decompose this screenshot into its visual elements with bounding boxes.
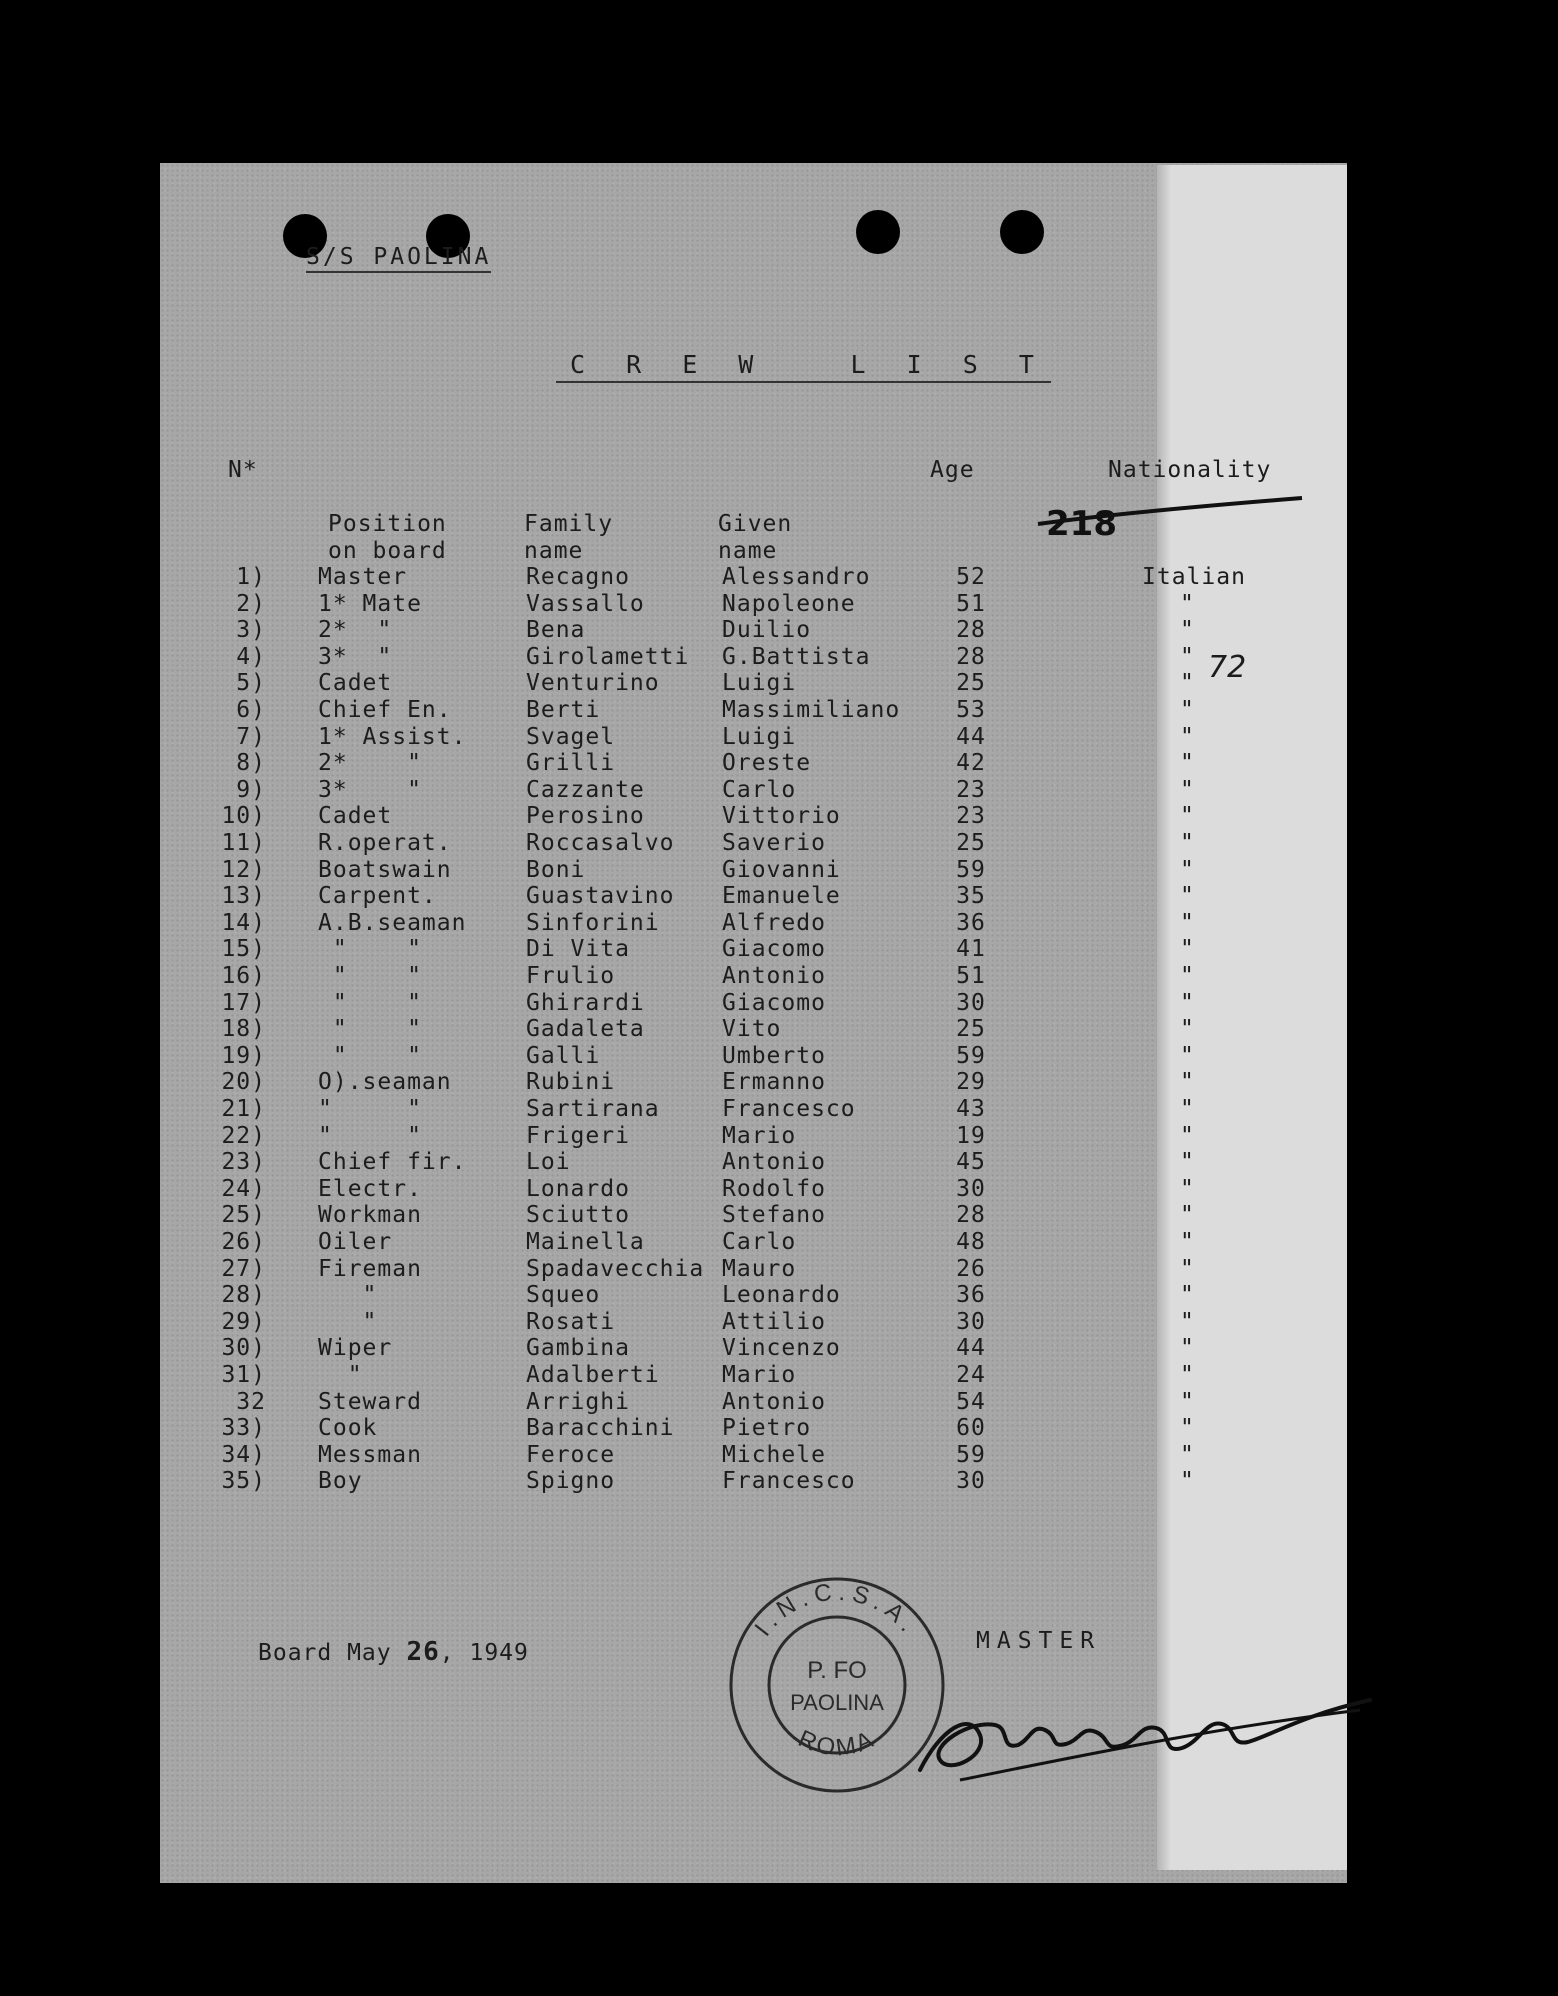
board-date: Board May 26, 1949	[258, 1637, 529, 1667]
crew-given-name: Michele	[722, 1441, 826, 1468]
crew-family-name: Grilli	[526, 750, 616, 777]
crew-given-name: Antonio	[722, 963, 826, 989]
crew-number: 25)	[221, 1202, 266, 1229]
crew-nationality-ditto: "	[1180, 1229, 1195, 1255]
crew-position: Electr.	[318, 1175, 422, 1202]
table-row	[0, 1415, 1558, 1441]
crew-nationality-ditto: "	[1180, 1175, 1195, 1202]
crew-nationality-ditto: "	[1180, 989, 1195, 1016]
crew-age: 59	[956, 856, 986, 883]
crew-age: 45	[956, 1149, 986, 1176]
crew-given-name: Stefano	[722, 1202, 826, 1229]
header-family-name: Family name	[524, 511, 614, 564]
crew-age: 25	[956, 830, 986, 856]
crew-position: "	[318, 1282, 378, 1309]
crew-number: 1)	[236, 564, 266, 590]
crew-family-name: Adalberti	[526, 1362, 660, 1388]
table-row	[0, 724, 1558, 750]
crew-number: 28)	[221, 1282, 266, 1309]
table-row	[0, 883, 1558, 909]
crew-given-name: Duilio	[722, 617, 812, 644]
crew-family-name: Rosati	[526, 1308, 616, 1335]
crew-age: 59	[956, 1441, 986, 1468]
crew-given-name: Oreste	[722, 750, 812, 777]
table-row	[0, 1176, 1558, 1202]
ship-name: S/S PAOLINA	[306, 244, 491, 273]
master-label: MASTER	[976, 1628, 1102, 1654]
table-row	[0, 910, 1558, 936]
crew-given-name: Alessandro	[722, 564, 871, 590]
table-row	[0, 697, 1558, 723]
crew-age: 19	[956, 1122, 986, 1149]
crew-family-name: Bena	[526, 617, 586, 644]
crew-nationality-ditto: "	[1180, 1335, 1195, 1362]
crew-family-name: Svagel	[526, 723, 616, 750]
crew-given-name: Giacomo	[722, 989, 826, 1016]
crew-position: Boy	[318, 1468, 363, 1495]
crew-age: 30	[956, 1468, 986, 1495]
crew-family-name: Baracchini	[526, 1415, 675, 1442]
crew-number: 27)	[221, 1255, 266, 1282]
crew-position: " "	[318, 1042, 422, 1069]
crew-nationality-ditto: "	[1180, 1282, 1195, 1309]
crew-nationality-ditto: "	[1180, 1016, 1195, 1043]
table-row	[0, 830, 1558, 856]
crew-age: 41	[956, 936, 986, 963]
crew-age: 30	[956, 1175, 986, 1202]
crew-given-name: Rodolfo	[722, 1175, 826, 1202]
crew-position: Wiper	[318, 1335, 393, 1362]
crew-nationality-ditto: "	[1180, 1441, 1195, 1468]
crew-nationality-ditto: "	[1180, 750, 1195, 777]
crew-age: 26	[956, 1255, 986, 1282]
crew-position: "	[318, 1308, 378, 1335]
crew-number: 29)	[221, 1308, 266, 1335]
crew-position: Chief En.	[318, 697, 452, 723]
crew-given-name: Francesco	[722, 1096, 856, 1122]
crew-family-name: Berti	[526, 697, 601, 723]
nationality-italian: Italian	[1142, 564, 1246, 590]
table-row	[0, 670, 1558, 696]
crew-family-name: Vassallo	[526, 590, 645, 617]
crew-age: 44	[956, 723, 986, 750]
crew-position: Oiler	[318, 1229, 393, 1255]
crew-given-name: Luigi	[722, 723, 797, 750]
crew-nationality-ditto: "	[1180, 1415, 1195, 1442]
table-row	[0, 591, 1558, 617]
crew-nationality-ditto: "	[1180, 1149, 1195, 1176]
crew-position: Steward	[318, 1388, 422, 1415]
table-row	[0, 1123, 1558, 1149]
crew-given-name: Napoleone	[722, 590, 856, 617]
crew-number: 16)	[221, 963, 266, 989]
crew-age: 36	[956, 909, 986, 936]
table-row	[0, 1096, 1558, 1122]
crew-given-name: Vito	[722, 1016, 782, 1043]
crew-age: 51	[956, 963, 986, 989]
table-row	[0, 1016, 1558, 1042]
crew-family-name: Squeo	[526, 1282, 601, 1309]
punch-hole	[856, 210, 900, 254]
header-age: Age	[930, 457, 975, 483]
table-row	[0, 803, 1558, 829]
crew-age: 25	[956, 670, 986, 697]
crew-age: 54	[956, 1388, 986, 1415]
crew-given-name: Antonio	[722, 1149, 826, 1176]
crew-number: 14)	[221, 909, 266, 936]
crew-position: " "	[318, 1096, 422, 1122]
crew-given-name: Mario	[722, 1122, 797, 1149]
crew-position: " "	[318, 936, 422, 963]
crew-family-name: Cazzante	[526, 776, 645, 803]
crew-number: 7)	[236, 723, 266, 750]
table-row	[0, 617, 1558, 643]
crew-given-name: Antonio	[722, 1388, 826, 1415]
crew-family-name: Mainella	[526, 1229, 645, 1255]
crew-number: 32	[236, 1388, 266, 1415]
crew-nationality-ditto: "	[1180, 936, 1195, 963]
crew-given-name: Saverio	[722, 830, 826, 856]
crew-position: O).seaman	[318, 1069, 452, 1096]
crew-position: " "	[318, 963, 422, 989]
svg-text:I.N.C.S.A.	[750, 1578, 925, 1641]
table-row	[0, 1256, 1558, 1282]
crew-nationality-ditto: "	[1180, 723, 1195, 750]
crew-position: 3* "	[318, 776, 422, 803]
crew-age: 59	[956, 1042, 986, 1069]
stamp-bottom-text: ROMA	[794, 1725, 880, 1762]
crew-age: 24	[956, 1362, 986, 1388]
crew-family-name: Guastavino	[526, 883, 675, 910]
crew-number: 13)	[221, 883, 266, 910]
crew-position: Messman	[318, 1441, 422, 1468]
margin-note: 72	[1208, 650, 1247, 685]
crew-family-name: Gambina	[526, 1335, 630, 1362]
crew-position: "	[318, 1362, 363, 1388]
struck-number: 218	[1046, 504, 1117, 544]
master-signature	[900, 1650, 1380, 1800]
crew-nationality-ditto: "	[1180, 883, 1195, 910]
crew-age: 43	[956, 1096, 986, 1122]
crew-given-name: Mario	[722, 1362, 797, 1388]
crew-position: " "	[318, 1016, 422, 1043]
crew-family-name: Boni	[526, 856, 586, 883]
stamp-inner-line2: PAOLINA	[790, 1690, 884, 1715]
crew-family-name: Perosino	[526, 803, 645, 830]
crew-given-name: Umberto	[722, 1042, 826, 1069]
crew-family-name: Spigno	[526, 1468, 616, 1495]
crew-given-name: Vittorio	[722, 803, 841, 830]
crew-position: " "	[318, 989, 422, 1016]
crew-age: 30	[956, 989, 986, 1016]
crew-family-name: Ghirardi	[526, 989, 645, 1016]
crew-family-name: Sciutto	[526, 1202, 630, 1229]
crew-position: 1* Assist.	[318, 723, 467, 750]
stamp-inner-line1: P. FO	[807, 1657, 867, 1684]
crew-nationality-ditto: "	[1180, 1202, 1195, 1229]
crew-family-name: Loi	[526, 1149, 571, 1176]
crew-number: 21)	[221, 1096, 266, 1122]
crew-family-name: Spadavecchia	[526, 1255, 705, 1282]
table-row	[0, 644, 1558, 670]
crew-number: 10)	[221, 803, 266, 830]
crew-age: 28	[956, 617, 986, 644]
crew-position: Cook	[318, 1415, 378, 1442]
crew-family-name: Frigeri	[526, 1122, 630, 1149]
crew-position: 2* "	[318, 750, 422, 777]
table-row	[0, 1069, 1558, 1095]
crew-nationality-ditto: "	[1180, 1362, 1195, 1388]
table-row	[0, 777, 1558, 803]
crew-age: 53	[956, 697, 986, 723]
crew-nationality-ditto: "	[1180, 776, 1195, 803]
crew-number: 33)	[221, 1415, 266, 1442]
crew-age: 36	[956, 1282, 986, 1309]
crew-number: 20)	[221, 1069, 266, 1096]
header-position: Position on board	[328, 511, 447, 564]
table-row	[0, 963, 1558, 989]
crew-age: 35	[956, 883, 986, 910]
table-row	[0, 1468, 1558, 1494]
strike-through-line	[1036, 494, 1306, 534]
crew-given-name: Massimiliano	[722, 697, 901, 723]
table-row	[0, 1202, 1558, 1228]
crew-nationality-ditto: "	[1180, 643, 1195, 670]
table-row	[0, 1043, 1558, 1069]
crew-number: 22)	[221, 1122, 266, 1149]
crew-age: 42	[956, 750, 986, 777]
crew-nationality-ditto: "	[1180, 1069, 1195, 1096]
crew-age: 30	[956, 1308, 986, 1335]
crew-position: Master	[318, 564, 408, 590]
crew-family-name: Feroce	[526, 1441, 616, 1468]
crew-position: Workman	[318, 1202, 422, 1229]
crew-age: 25	[956, 1016, 986, 1043]
crew-age: 23	[956, 776, 986, 803]
crew-number: 30)	[221, 1335, 266, 1362]
crew-family-name: Girolametti	[526, 643, 690, 670]
crew-number: 34)	[221, 1441, 266, 1468]
stamp-outer-text: I.N.C.S.A.	[749, 1578, 925, 1642]
crew-number: 23)	[221, 1149, 266, 1176]
crew-position: Fireman	[318, 1255, 422, 1282]
crew-number: 18)	[221, 1016, 266, 1043]
table-row	[0, 1389, 1558, 1415]
crew-number: 35)	[221, 1468, 266, 1495]
crew-position: Chief fir.	[318, 1149, 467, 1176]
crew-position: Carpent.	[318, 883, 437, 910]
crew-family-name: Roccasalvo	[526, 830, 675, 856]
crew-number: 3)	[236, 617, 266, 644]
crew-number: 31)	[221, 1362, 266, 1388]
crew-nationality-ditto: "	[1180, 670, 1195, 697]
crew-number: 11)	[221, 830, 266, 856]
crew-age: 23	[956, 803, 986, 830]
crew-nationality-ditto: "	[1180, 1255, 1195, 1282]
crew-number: 15)	[221, 936, 266, 963]
crew-nationality-ditto: "	[1180, 1096, 1195, 1122]
table-row	[0, 1442, 1558, 1468]
crew-nationality-ditto: "	[1180, 856, 1195, 883]
table-row	[0, 1309, 1558, 1335]
crew-family-name: Sinforini	[526, 909, 660, 936]
crew-nationality-ditto: "	[1180, 1468, 1195, 1495]
crew-given-name: Carlo	[722, 776, 797, 803]
crew-given-name: Leonardo	[722, 1282, 841, 1309]
crew-nationality-ditto: "	[1180, 830, 1195, 856]
crew-number: 6)	[236, 697, 266, 723]
crew-family-name: Lonardo	[526, 1175, 630, 1202]
crew-given-name: Carlo	[722, 1229, 797, 1255]
crew-nationality-ditto: "	[1180, 590, 1195, 617]
crew-age: 52	[956, 564, 986, 590]
crew-family-name: Gadaleta	[526, 1016, 645, 1043]
crew-position: 3* "	[318, 643, 393, 670]
crew-given-name: Luigi	[722, 670, 797, 697]
table-row	[0, 564, 1558, 590]
crew-family-name: Sartirana	[526, 1096, 660, 1122]
crew-number: 4)	[236, 643, 266, 670]
crew-family-name: Arrighi	[526, 1388, 630, 1415]
crew-family-name: Recagno	[526, 564, 630, 590]
crew-given-name: G.Battista	[722, 643, 871, 670]
header-number: N*	[228, 457, 258, 483]
table-row	[0, 1335, 1558, 1361]
crew-nationality-ditto: "	[1180, 909, 1195, 936]
crew-family-name: Rubini	[526, 1069, 616, 1096]
crew-family-name: Di Vita	[526, 936, 630, 963]
table-row	[0, 1149, 1558, 1175]
crew-age: 28	[956, 643, 986, 670]
crew-position: A.B.seaman	[318, 909, 467, 936]
table-row	[0, 1362, 1558, 1388]
crew-position: 2* "	[318, 617, 393, 644]
table-row	[0, 857, 1558, 883]
crew-number: 17)	[221, 989, 266, 1016]
crew-age: 44	[956, 1335, 986, 1362]
crew-number: 19)	[221, 1042, 266, 1069]
crew-age: 51	[956, 590, 986, 617]
crew-nationality-ditto: "	[1180, 617, 1195, 644]
crew-given-name: Vincenzo	[722, 1335, 841, 1362]
crew-number: 12)	[221, 856, 266, 883]
table-row	[0, 936, 1558, 962]
crew-given-name: Francesco	[722, 1468, 856, 1495]
table-row	[0, 990, 1558, 1016]
crew-position: Boatswain	[318, 856, 452, 883]
crew-nationality-ditto: "	[1180, 803, 1195, 830]
crew-nationality-ditto: "	[1180, 697, 1195, 723]
crew-nationality-ditto: "	[1180, 1042, 1195, 1069]
crew-number: 24)	[221, 1175, 266, 1202]
header-nationality: Nationality	[1108, 457, 1272, 483]
crew-nationality-ditto: "	[1180, 1388, 1195, 1415]
table-row	[0, 1282, 1558, 1308]
svg-text:ROMA	[794, 1725, 879, 1762]
crew-nationality-ditto: "	[1180, 963, 1195, 989]
crew-position: R.operat.	[318, 830, 452, 856]
crew-position: Cadet	[318, 670, 393, 697]
crew-nationality-ditto: "	[1180, 1308, 1195, 1335]
crew-given-name: Pietro	[722, 1415, 812, 1442]
crew-family-name: Venturino	[526, 670, 660, 697]
crew-given-name: Ermanno	[722, 1069, 826, 1096]
crew-age: 60	[956, 1415, 986, 1442]
crew-age: 28	[956, 1202, 986, 1229]
crew-number: 9)	[236, 776, 266, 803]
crew-age: 48	[956, 1229, 986, 1255]
crew-given-name: Giovanni	[722, 856, 841, 883]
header-given-name: Given name	[718, 511, 793, 564]
crew-number: 8)	[236, 750, 266, 777]
crew-given-name: Mauro	[722, 1255, 797, 1282]
crew-age: 29	[956, 1069, 986, 1096]
crew-nationality-ditto: "	[1180, 1122, 1195, 1149]
crew-number: 5)	[236, 670, 266, 697]
crew-given-name: Attilio	[722, 1308, 826, 1335]
crew-position: Cadet	[318, 803, 393, 830]
punch-hole	[1000, 210, 1044, 254]
table-row	[0, 750, 1558, 776]
crew-given-name: Giacomo	[722, 936, 826, 963]
document-title: C R E W L I S T	[556, 350, 1051, 383]
crew-family-name: Galli	[526, 1042, 601, 1069]
table-row	[0, 1229, 1558, 1255]
crew-given-name: Alfredo	[722, 909, 826, 936]
crew-family-name: Frulio	[526, 963, 616, 989]
crew-position: " "	[318, 1122, 422, 1149]
crew-number: 2)	[236, 590, 266, 617]
crew-position: 1* Mate	[318, 590, 422, 617]
crew-given-name: Emanuele	[722, 883, 841, 910]
crew-number: 26)	[221, 1229, 266, 1255]
